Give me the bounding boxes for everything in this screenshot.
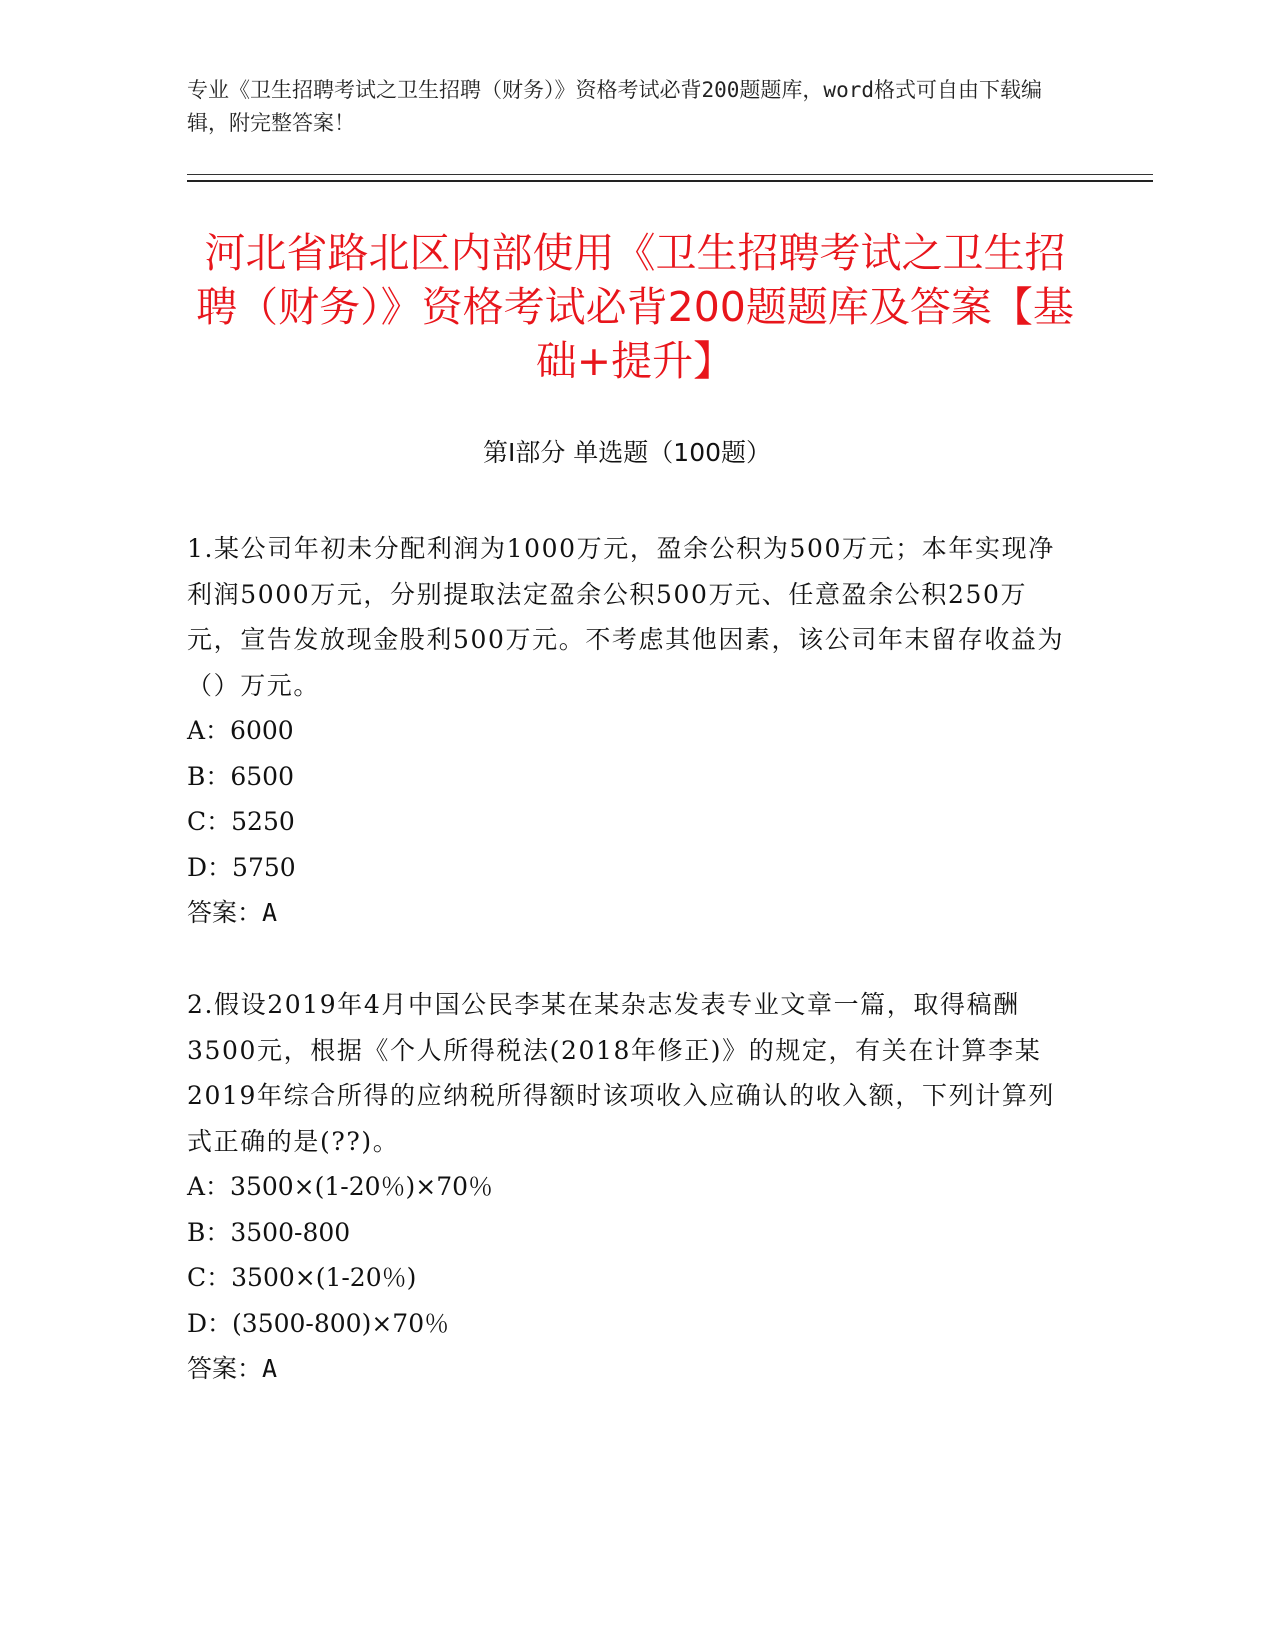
question-stem: 2.假设2019年4月中国公民李某在某杂志发表专业文章一篇，取得稿酬3500元，根据《个人所得税法(2018年修正)》的规定，有关在计算李某2019年综合所得的应纳税所得额时该项收入应确认的收入额，下列计算列式正确的是(??)。 (187, 990, 1056, 1156)
option-b: B：6500 (187, 761, 294, 791)
question-stem: 1.某公司年初未分配利润为1000万元，盈余公积为500万元；本年实现净利润5000万元，分别提取法定盈余公积500万元、任意盈余公积250万元，宣告发放现金股利500万元。不考虑其他因素，该公司年末留存收益为（）万元。 (187, 534, 1065, 700)
option-c: C：5250 (187, 807, 295, 836)
question-1 (187, 526, 1077, 936)
option-d: D：5750 (187, 852, 296, 882)
header-divider-thick (187, 180, 1153, 182)
document-title: 河北省路北区内部使用《卫生招聘考试之卫生招聘（财务）》资格考试必背200题题库及答案【基础+提升】 (196, 229, 1074, 385)
question-2 (187, 982, 1077, 1392)
header-divider-thin (187, 174, 1153, 175)
option-a: A：3500×(1-20％)×70％ (187, 1172, 494, 1201)
answer: 答案：A (187, 898, 278, 927)
option-d: D：(3500-800)×70％ (187, 1308, 450, 1338)
option-c: C：3500×(1-20％) (187, 1263, 417, 1292)
option-a: A：6000 (187, 716, 294, 745)
option-b: B：3500-800 (187, 1217, 351, 1247)
section-title: 第Ⅰ部分 单选题（100题） (482, 438, 772, 467)
answer: 答案：A (187, 1354, 278, 1383)
header-note: 专业《卫生招聘考试之卫生招聘（财务）》资格考试必背200题题库，word格式可自由下载编辑，附完整答案！ (187, 78, 1042, 135)
